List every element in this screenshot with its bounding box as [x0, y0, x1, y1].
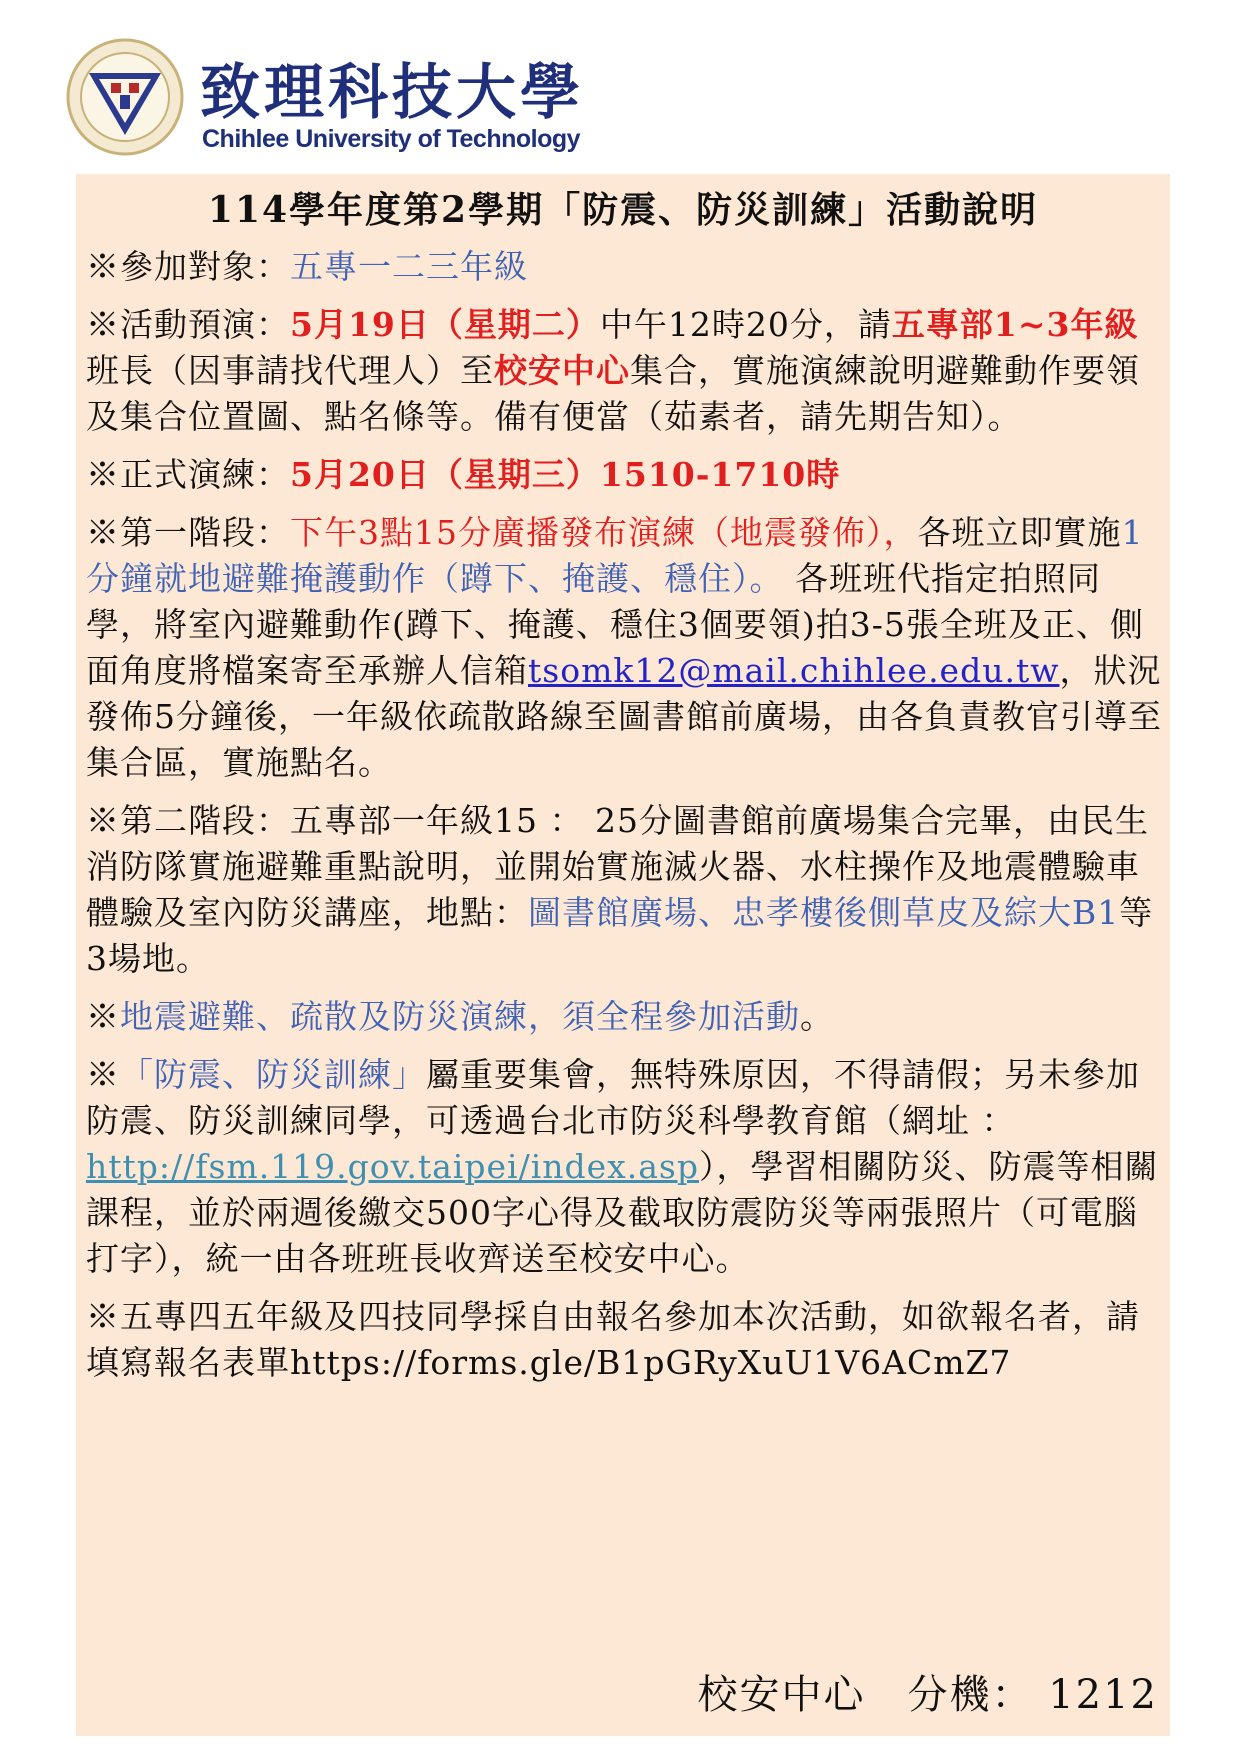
extension-info: 校安中心 分機： 1212	[697, 1672, 1158, 1718]
university-name-zh: 致理科技大學	[200, 58, 584, 128]
registration-paragraph	[86, 1294, 1166, 1386]
notice-body	[86, 244, 1166, 1398]
stage1-text-1: 各班立即實施	[917, 513, 1122, 552]
makeup-mark: ※	[86, 1055, 120, 1094]
stage1-text-3: ，狀況發佈5分鐘後，一年級依疏散路線至圖書館前廣場，由各負責教官引導至集合區，實施點名。	[86, 651, 1162, 782]
university-seal-logo	[65, 37, 185, 157]
drill-date: 5月20日（星期三）1510-1710時	[290, 455, 841, 494]
header	[60, 25, 660, 165]
makeup-text-2: ），學習相關防災、防震等相關課程，並於兩週後繳交500字心得及截取防震防災等兩張照片（可電腦打字），統一由各班班長收齊送至校安中心。	[86, 1147, 1159, 1278]
attendance-text: 地震避難、疏散及防災演練，須全程參加活動	[120, 997, 800, 1036]
rehearsal-text-1: 中午12時20分，請	[599, 305, 892, 344]
university-name-en: Chihlee University of Technology	[202, 125, 581, 153]
notice-title: 114學年度第2學期「防震、防災訓練」活動說明	[207, 189, 1039, 231]
attendance-end: 。	[800, 997, 834, 1036]
rehearsal-paragraph	[86, 302, 1166, 440]
attendance-paragraph	[86, 994, 1166, 1040]
stage2-text-1: ※第二階段：五專部一年級15 ： 25分圖書館前廣場集合完畢，由民生消防隊實施避難重點說明，並開始實施滅火器、水柱操作及地震體驗車體驗及室內防災講座，地點：	[86, 801, 1149, 932]
participants-value: 五專一二三年級	[290, 247, 528, 286]
stage1-action: 1分鐘就地避難掩護動作（蹲下、掩護、穩住）。	[86, 513, 1144, 598]
stage2-text-2: 等3場地。	[86, 893, 1154, 978]
attendance-mark: ※	[86, 997, 120, 1036]
rehearsal-text-3: 集合，實施演練說明避難動作要領及集合位置圖、點名條等。備有便當（茹素者，請先期告知）。	[86, 351, 1140, 436]
registration-text: ※五專四五年級及四技同學採自由報名參加本次活動，如欲報名者，請填寫報名表單https://forms.gle/B1pGRyXuU1V6ACmZ7	[86, 1297, 1140, 1382]
drill-paragraph	[86, 452, 1166, 498]
stage1-broadcast: 下午3點15分廣播發布演練（地震發佈），	[290, 513, 918, 552]
stage1-paragraph	[86, 510, 1166, 786]
participants-label: ※參加對象：	[86, 247, 290, 286]
rehearsal-place: 校安中心	[494, 351, 630, 390]
drill-label: ※正式演練：	[86, 455, 290, 494]
rehearsal-date: 5月19日（星期二）	[290, 305, 600, 344]
museum-url-link[interactable]: http://fsm.119.gov.taipei/index.asp	[86, 1147, 699, 1186]
stage1-text-2: 各班班代指定拍照同學，將室內避難動作(蹲下、掩護、穩住3個要領)拍3-5張全班及正、側面角度將檔案寄至承辦人信箱	[86, 559, 1144, 690]
rehearsal-text-2: 班長（因事請找代理人）至	[86, 351, 494, 390]
stage1-label: ※第一階段：	[86, 513, 290, 552]
rehearsal-who: 五專部1~3年級	[891, 305, 1139, 344]
makeup-training-name: 「防震、防災訓練」	[120, 1055, 426, 1094]
rehearsal-label: ※活動預演：	[86, 305, 290, 344]
notice-panel	[76, 174, 1170, 1736]
contact-email-link[interactable]: tsomk12@mail.chihlee.edu.tw	[528, 651, 1060, 690]
participants-paragraph	[86, 244, 1166, 290]
makeup-text-1: 屬重要集會，無特殊原因，不得請假；另未參加防震、防災訓練同學，可透過台北市防災科學教育館（網址 ：	[86, 1055, 1140, 1140]
stage2-locations: 圖書館廣場、忠孝樓後側草皮及綜大B1	[528, 893, 1120, 932]
makeup-paragraph	[86, 1052, 1166, 1282]
stage2-paragraph	[86, 798, 1166, 982]
